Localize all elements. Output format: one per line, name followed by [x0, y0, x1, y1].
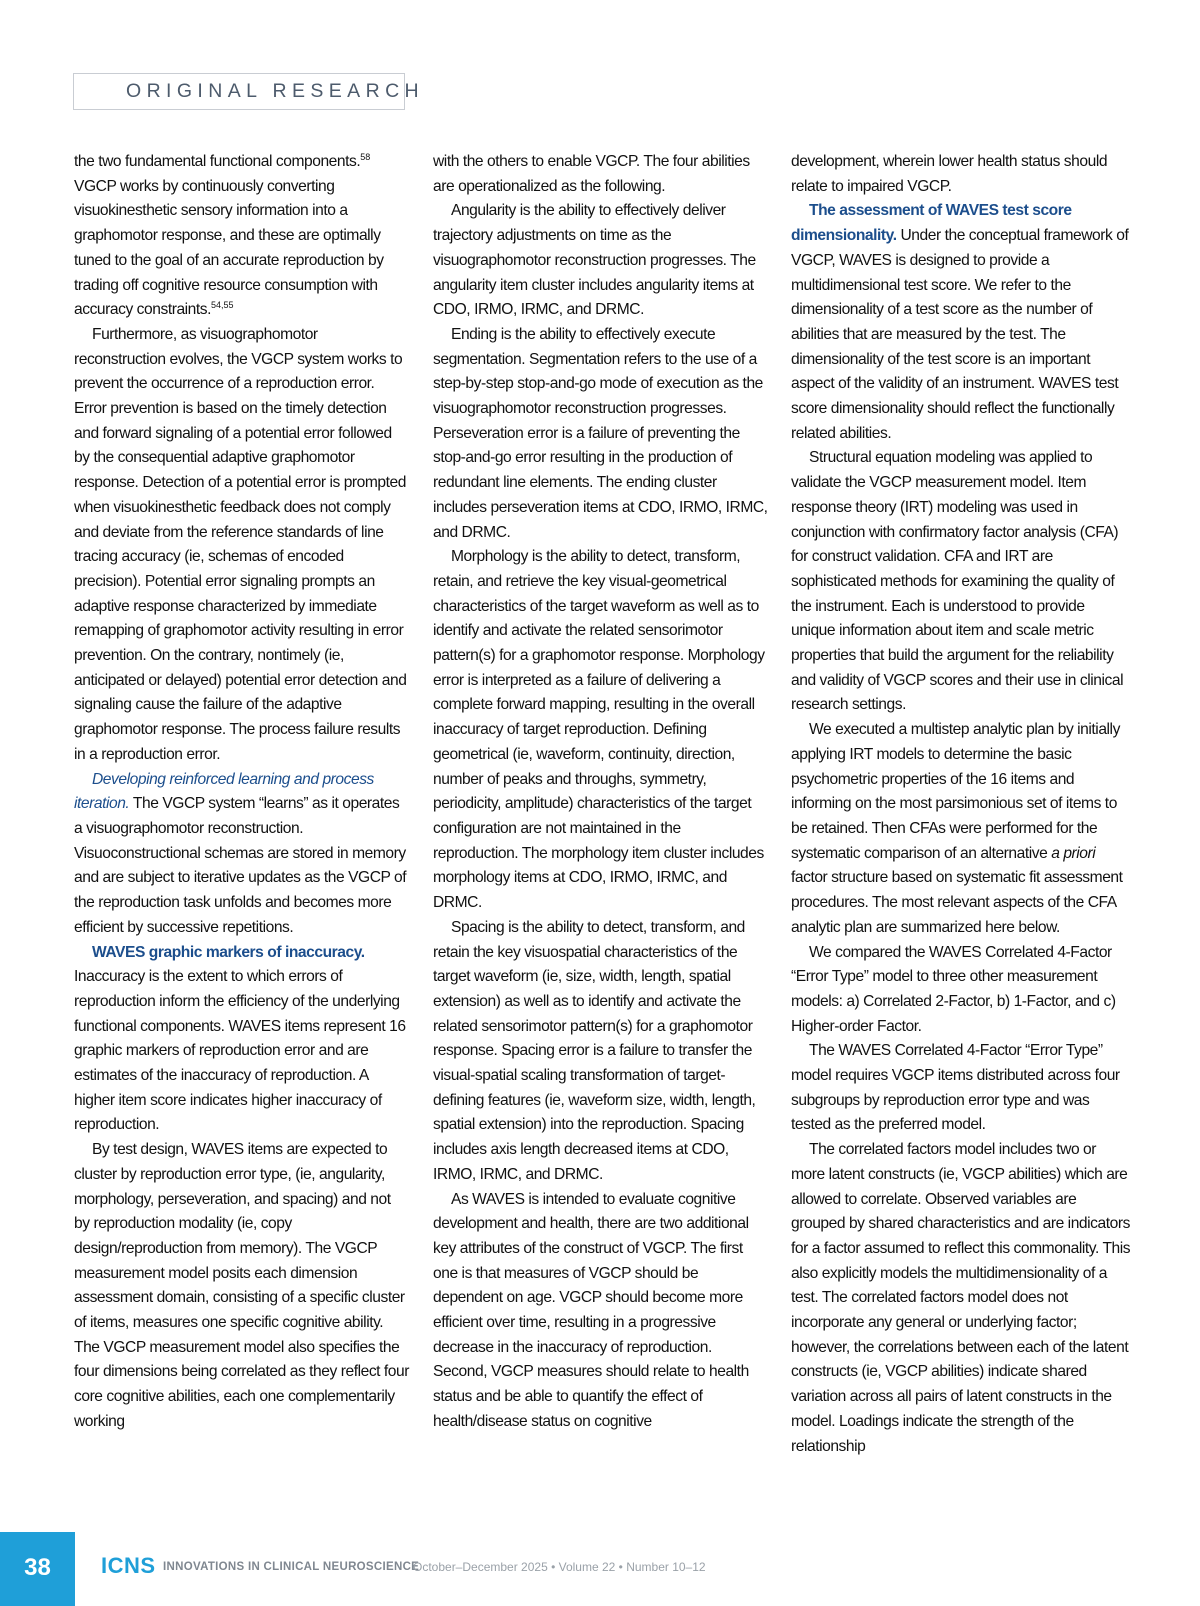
- page-number: 38: [24, 1554, 51, 1581]
- journal-logo: ICNS: [101, 1553, 156, 1578]
- paragraph: The correlated factors model includes two or more latent constructs (ie, VGCP abilities) which are allowed to correlate. Observed variables are grouped by shared characteristics and are indicators for a factor assumed to reflect this commonality. This also explicitly models the multidimensionality of a test. The correlated factors model does not incorporate any general or underlying factor; however, the correlations between each of the latent constructs (ie, VGCP abilities) indicate shared variation across all pairs of latent constructs in the model. Loadings indicate the strength of the relationship: [791, 1141, 1131, 1455]
- subsection-heading: Developing reinforced learning and process iteration.: [74, 770, 374, 813]
- paragraph: Angularity is the ability to effectively deliver trajectory adjustments on time as the visuographomotor reconstruction progresses. The angularity item cluster includes angularity items at CDO, IRMO, IRMC, and DRMC.: [433, 202, 756, 319]
- paragraph-text: factor structure based on systematic fit assessment procedures. The most relevant aspects of the CFA analytic plan are summarized here below.: [791, 869, 1123, 936]
- paragraph: Morphology is the ability to detect, transform, retain, and retrieve the key visual-geometrical characteristics of the target waveform as well as to identify and activate the related sensorimotor pattern(s) for a graphomotor response. Morphology error is interpreted as a failure of delivering a complete forward mapping, resulting in the overall inaccuracy of target reproduction. Defining geometrical (ie, waveform, continuity, direction, number of peaks and throughs, symmetry, periodicity, amplitude) characteristics of the target configuration are not maintained in the reproduction. The morphology item cluster includes morphology items at CDO, IRMO, IRMC, and DRMC.: [433, 548, 765, 912]
- paragraph-text: We executed a multistep analytic plan by initially applying IRT models to determine the basic psychometric properties of the 16 items and informing on the most parsimonious set of items to be retained. Then CFAs were performed for the systematic comparison of an alternative: [791, 721, 1120, 862]
- paragraph: Furthermore, as visuographomotor reconstruction evolves, the VGCP system works to prevent the occurrence of a reproduction error. Error prevention is based on the timely detection and forward signaling of a potential error followed by the consequential adaptive graphomotor response. Detection of a potential error is prompted when visuokinesthetic feedback does not comply and deviate from the reference standards of line tracing accuracy (ie, schemas of encoded precision). Potential error signaling prompts an adaptive response characterized by immediate remapping of graphomotor activity resulting in error prevention. On the contrary, nontimely (ie, anticipated or delayed) potential error detection and signaling cause the failure of the adaptive graphomotor response. The process failure results in a reproduction error.: [74, 325, 407, 763]
- paragraph: [791, 718, 1131, 940]
- paragraph-text: Inaccuracy is the extent to which errors of reproduction inform the efficiency of the underlying functional components. WAVES items represent 16 graphic markers of reproduction error and are estimates of the inaccuracy of reproduction. A higher item score indicates higher inaccuracy of reproduction.: [74, 968, 406, 1134]
- paragraph: [74, 768, 409, 941]
- reference-superscript: 54,55: [211, 300, 234, 311]
- paragraph: By test design, WAVES items are expected to cluster by reproduction error type, (ie, angularity, morphology, perseveration, and spacing) and not by reproduction modality (ie, copy design/reproduction from memory). The VGCP measurement model posits each dimension assessment domain, consisting of a specific cluster of items, measures one specific cognitive ability. The VGCP measurement model also specifies the four dimensions being correlated as they reflect four core cognitive abilities, each one complementarily working: [74, 1141, 409, 1430]
- paragraph: [791, 199, 1131, 446]
- journal-name: INNOVATIONS IN CLINICAL NEUROSCIENCE: [163, 1561, 420, 1573]
- paragraph: [74, 941, 409, 1139]
- paragraph-text: The VGCP system “learns” as it operates a visuographomotor reconstruction. Visuoconstructional schemas are stored in memory and are subject to iterative updates as the VGCP of the reproduction task unfolds and becomes more efficient by successive repetitions.: [74, 795, 407, 936]
- paragraph: Structural equation modeling was applied to validate the VGCP measurement model. Item response theory (IRT) modeling was used in conjunction with confirmatory factor analysis (CFA) for construct validation. CFA and IRT are sophisticated methods for examining the quality of the instrument. Each is understood to provide unique information about item and scale metric properties that build the argument for the reliability and validity of VGCP scores and their use in clinical research settings.: [791, 449, 1124, 714]
- paragraph: development, wherein lower health status should relate to impaired VGCP.: [791, 153, 1108, 195]
- paragraph-text: Under the conceptual framework of VGCP, WAVES is designed to provide a multidimensional test score. We refer to the dimensionality of a test score as the number of abilities that are measured by the test. The dimensionality of the test score is an important aspect of the validity of an instrument. WAVES test score dimensionality should reflect the functionally related abilities.: [791, 227, 1129, 442]
- subsection-heading: WAVES graphic markers of inaccuracy.: [92, 943, 365, 961]
- section-label-box: [73, 73, 425, 110]
- paragraph: [74, 150, 409, 323]
- paragraph: Spacing is the ability to detect, transform, and retain the key visuospatial characteristics of the target waveform (ie, size, width, length, spatial extension) as well as to identify and activate the related sensorimotor pattern(s) for a graphomotor response. Spacing error is a failure to transfer the visual-spatial scaling transformation of target-defining features (ie, waveform size, width, length, spatial extension) into the reproduction. Spacing includes axis length decreased items at CDO, IRMO, IRMC, and DRMC.: [433, 918, 756, 1183]
- subsection-heading: The assessment of WAVES test score dimensionality.: [791, 202, 1072, 245]
- paragraph: Ending is the ability to effectively execute segmentation. Segmentation refers to the use of a step-by-step stop-and-go mode of execution as the visuographomotor reconstruction progresses. Perseveration error is a failure of preventing the stop-and-go error resulting in the production of redundant line elements. The ending cluster includes perseveration items at CDO, IRMO, IRMC, and DRMC.: [433, 325, 768, 541]
- issue-info: October–December 2025 • Volume 22 • Number 10–12: [413, 1560, 706, 1574]
- text-column-2: [433, 150, 768, 1490]
- paragraph: We compared the WAVES Correlated 4-Factor “Error Type” model to three other measurement models: a) Correlated 2-Factor, b) 1-Factor, and c) Higher-order Factor.: [791, 943, 1116, 1035]
- section-label: ORIGINAL RESEARCH: [126, 80, 425, 102]
- paragraph: The WAVES Correlated 4-Factor “Error Type” model requires VGCP items distributed across four subgroups by reproduction error type and was tested as the preferred model.: [791, 1042, 1120, 1134]
- italic-term: a priori: [1051, 844, 1096, 862]
- text-column-3: [791, 150, 1131, 1490]
- reference-superscript: 58: [360, 152, 371, 162]
- paragraph: As WAVES is intended to evaluate cognitive development and health, there are two additional key attributes of the construct of VGCP. The first one is that measures of VGCP should be dependent on age. VGCP should become more efficient over time, resulting in a progressive decrease in the inaccuracy of reproduction. Second, VGCP measures should relate to health status and be able to quantify the effect of health/disease status on cognitive: [433, 1190, 749, 1430]
- paragraph-text: the two fundamental functional components.: [74, 153, 361, 170]
- paragraph: with the others to enable VGCP. The four abilities are operationalized as the following.: [433, 153, 750, 195]
- page-number-box: [0, 1532, 75, 1606]
- text-column-1: [74, 150, 409, 1490]
- paragraph-text: VGCP works by continuously converting visuokinesthetic sensory information into a graphomotor response, and these are optimally tuned to the goal of an accurate reproduction by trading off cognitive resource consumption with accuracy constraints.: [74, 177, 384, 319]
